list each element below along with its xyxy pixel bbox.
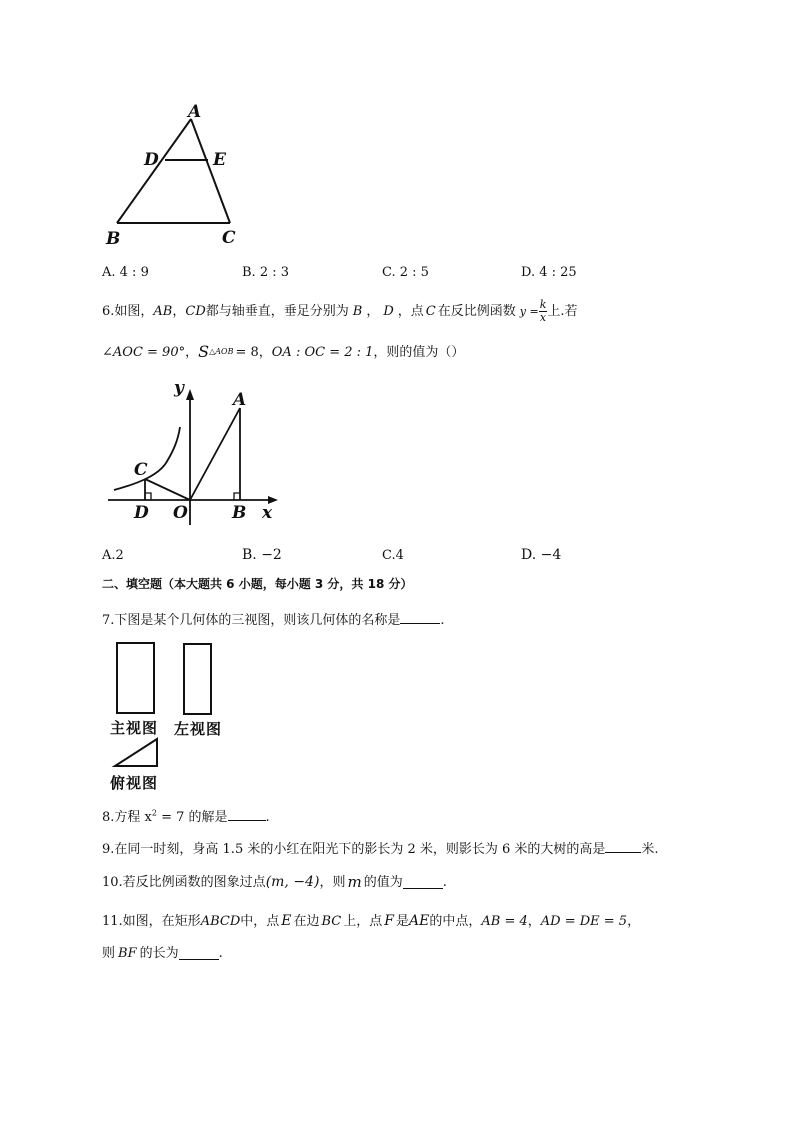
q5-option-b[interactable]: B. 2 : 3 (242, 265, 290, 280)
q11-bf: BF (118, 945, 137, 961)
q6-fraction (539, 299, 548, 324)
q8-line (102, 808, 270, 824)
label-d: D (144, 150, 159, 170)
q6-cd: CD (185, 303, 206, 319)
q10-point: (m, −4) (265, 874, 320, 890)
q11-a: 中，点 (240, 913, 280, 929)
q7-text: 7.下图是某个几何体的三视图，则该几何体的名称是 (102, 613, 401, 628)
graph-label-y: y (174, 378, 184, 398)
q7-answer-blank[interactable] (400, 611, 440, 624)
left-view-rect (184, 644, 211, 714)
left-view-label: 左视图 (174, 720, 223, 738)
q6-sep1: ， (172, 303, 186, 319)
q6-sep4: ， (258, 344, 272, 360)
q11-prefix: 11.如图，在矩形 (102, 913, 201, 929)
q11-b: 在边 (293, 913, 320, 929)
q10-m: m (347, 872, 362, 891)
q6-mid3: 在反比例函数 (437, 303, 516, 319)
q8-end: . (265, 810, 270, 825)
q6-line1 (102, 297, 578, 324)
q11-ae: AE (409, 913, 430, 929)
q11-end: . (218, 945, 223, 961)
q5-option-c[interactable]: C. 2 : 5 (382, 265, 429, 280)
top-view-triangle (115, 739, 157, 766)
q8-mid: = 7 的解是 (156, 810, 228, 825)
q8-answer-blank[interactable] (228, 808, 266, 821)
three-views-figure (100, 635, 240, 775)
label-c: C (222, 228, 236, 248)
q11-ab4: AB = 4 (481, 913, 528, 929)
q6-option-c[interactable]: C.4 (382, 548, 404, 563)
q6-sep3: ， (185, 344, 199, 360)
q7-line (102, 611, 445, 627)
graph-label-x: x (262, 503, 273, 523)
q6-area-s: S (198, 342, 210, 361)
top-view-label: 俯视图 (110, 774, 159, 792)
front-view-label: 主视图 (110, 719, 159, 737)
q6-mid2: ，点 (397, 303, 424, 319)
q6-line2 (102, 341, 464, 363)
q11-d: 是 (396, 913, 410, 929)
q10-end: . (442, 874, 447, 890)
label-b: B (106, 229, 121, 249)
q7-end: . (440, 613, 445, 628)
q6-mid: 都与轴垂直，垂足分别为 (205, 303, 349, 319)
q6-d: D (383, 303, 394, 319)
label-e: E (213, 150, 226, 170)
q8-prefix: 8.方程 x (102, 810, 152, 825)
q5-option-a[interactable]: A. 4 : 9 (102, 265, 149, 280)
q9-text: 9.在同一时刻，身高 1.5 米的小红在阳光下的影长为 2 米，则影长为 6 米的大树的高是 (102, 842, 606, 857)
q9-answer-blank[interactable] (605, 840, 641, 853)
q6-sep2: ， (366, 303, 380, 319)
q6-ab: AB (153, 303, 173, 319)
q6-line2-suffix: ，则的值为（） (373, 344, 465, 360)
q11-e-text: 的中点， (429, 913, 482, 929)
q6-ratio: OA : OC = 2 : 1 (271, 344, 374, 360)
q6-option-a[interactable]: A.2 (102, 548, 124, 563)
q6-suffix: 上.若 (547, 303, 578, 319)
q11-abcd: ABCD (200, 913, 241, 929)
q10-prefix: 10.若反比例函数的图象过点 (102, 874, 266, 890)
q11-adde: AD = DE = 5 (540, 913, 628, 929)
graph-label-o: O (173, 503, 188, 523)
q6-b: B (352, 303, 363, 319)
q6-c: C (425, 303, 436, 319)
q11-line1-end: ， (627, 913, 641, 929)
q6-y-eq: y = (519, 304, 539, 318)
section2-title: 二、填空题（本大题共 6 小题，每小题 3 分，共 18 分） (102, 577, 413, 591)
q11-line2-prefix: 则 (102, 945, 116, 961)
q11-c: 上，点 (343, 913, 383, 929)
q6-frac-num: k (539, 297, 547, 311)
q6-frac-den: x (539, 310, 547, 324)
q8-sup: 2 (151, 808, 157, 818)
triangle-figure (100, 100, 260, 250)
q10-answer-blank[interactable] (403, 876, 443, 889)
q6-angle: ∠AOC = 90° (102, 344, 186, 360)
graph-label-a: A (233, 390, 247, 410)
segment-oc (145, 479, 190, 500)
q9-end: 米. (641, 842, 659, 857)
q11-answer-blank[interactable] (179, 947, 219, 960)
side-ab (117, 119, 191, 223)
q10-line (102, 873, 447, 891)
q11-line2-mid: 的长为 (139, 945, 179, 961)
q11-bc: BC (321, 913, 342, 929)
q11-f: F (384, 913, 394, 929)
y-axis-arrow (186, 389, 194, 400)
segment-oa (190, 408, 240, 500)
q10-suffix: 的值为 (363, 874, 403, 890)
q11-e: E (281, 913, 292, 929)
q11-line1 (102, 912, 640, 930)
side-ac (191, 119, 230, 223)
q5-option-d[interactable]: D. 4 : 25 (521, 265, 577, 280)
q9-line (102, 840, 659, 856)
graph-label-c: C (134, 460, 148, 480)
q10-mid: ，则 (319, 874, 346, 890)
q6-prefix: 6.如图， (102, 303, 154, 319)
q6-area-sub: △AOB (209, 347, 234, 356)
q11-line2 (102, 944, 223, 962)
q6-area-val: = 8 (235, 344, 259, 360)
label-a: A (188, 102, 202, 122)
graph-label-b: B (232, 503, 247, 523)
q11-sep: ， (527, 913, 541, 929)
front-view-rect (117, 643, 154, 713)
q6-option-b[interactable]: B. −2 (242, 547, 282, 563)
q6-option-d[interactable]: D. −4 (521, 547, 562, 563)
graph-label-d: D (134, 503, 149, 523)
